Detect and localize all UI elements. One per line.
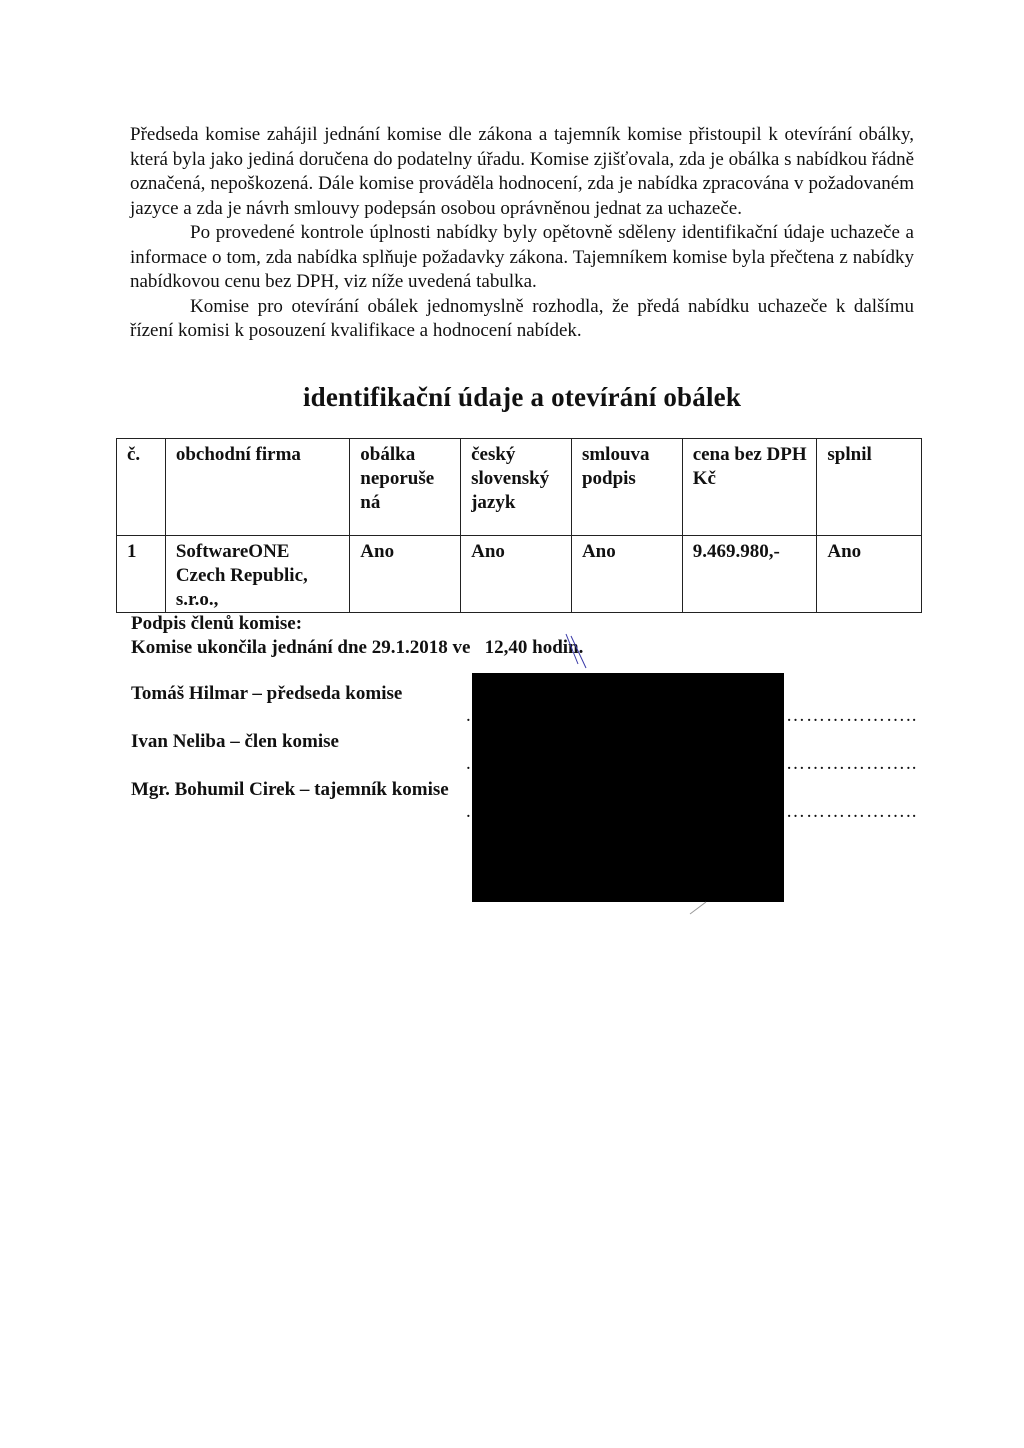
signature-heading: Podpis členů komise:	[131, 613, 303, 634]
dots-lead-1: .	[466, 705, 471, 726]
header-number: č.	[117, 439, 166, 536]
redaction-box	[472, 673, 784, 902]
paragraph-1: Předseda komise zahájil jednání komise dle zákona a tajemník komise přistoupil k otevírání obálky, která byla jako jediná doručena do podatelny úřadu. Komise zjišťovala, zda je obálka s nabídkou řádně označená, nepoškozená. Dále komise prováděla hodnocení, zda je nabídka zpracována v požadovaném jazyce a zda je návrh smlouvy podepsán osobou oprávněnou jednat za uchazeče.	[130, 124, 914, 219]
offers-table	[116, 438, 922, 613]
header-company: obchodní firma	[165, 439, 349, 536]
header-price: cena bez DPH Kč	[682, 439, 817, 536]
member-secretary: Mgr. Bohumil Cirek – tajemník komise	[131, 779, 449, 800]
cell-language: Ano	[461, 536, 572, 613]
paragraph-3: Komise pro otevírání obálek jednomyslně rozhodla, že předá nabídku uchazeče k dalšímu řízení komisi k posouzení kvalifikace a hodnocení nabídek.	[130, 295, 914, 341]
body-text	[130, 123, 914, 344]
closing-statement: Komise ukončila jednání dne 29.1.2018 ve 12,40 hodin.	[131, 637, 584, 658]
table-row	[117, 536, 922, 613]
section-title: identifikační údaje a otevírání obálek	[302, 382, 742, 412]
cell-fulfilled: Ano	[817, 536, 922, 613]
header-fulfilled: splnil	[817, 439, 922, 536]
paragraph-2: Po provedené kontrole úplnosti nabídky byly opětovně sděleny identifikační údaje uchazeče a informace o tom, zda nabídka splňuje požadavky zákona. Tajemníkem komise byla přečtena z nabídky nabídkovou cenu bez DPH, viz níže uvedená tabulka.	[130, 222, 914, 292]
member-chairman: Tomáš Hilmar – předseda komise	[131, 683, 403, 704]
dots-lead-2: .	[466, 753, 471, 774]
cell-company: SoftwareONE Czech Republic, s.r.o.,	[165, 536, 349, 613]
dots-lead-3: .	[466, 801, 471, 822]
signature-line-3: ………………..	[786, 801, 918, 822]
header-contract-signature: smlouva podpis	[571, 439, 682, 536]
cell-envelope: Ano	[350, 536, 461, 613]
signature-block	[131, 612, 583, 660]
header-language: český slovenský jazyk	[461, 439, 572, 536]
signature-line-2: ………………..	[786, 753, 918, 774]
member-member: Ivan Neliba – člen komise	[131, 731, 339, 752]
header-envelope: obálka neporuše ná	[350, 439, 461, 536]
signature-line-1: ………………..	[786, 705, 918, 726]
cell-number: 1	[117, 536, 166, 613]
cell-contract-signature: Ano	[571, 536, 682, 613]
cell-price: 9.469.980,-	[682, 536, 817, 613]
table-header-row	[117, 439, 922, 536]
